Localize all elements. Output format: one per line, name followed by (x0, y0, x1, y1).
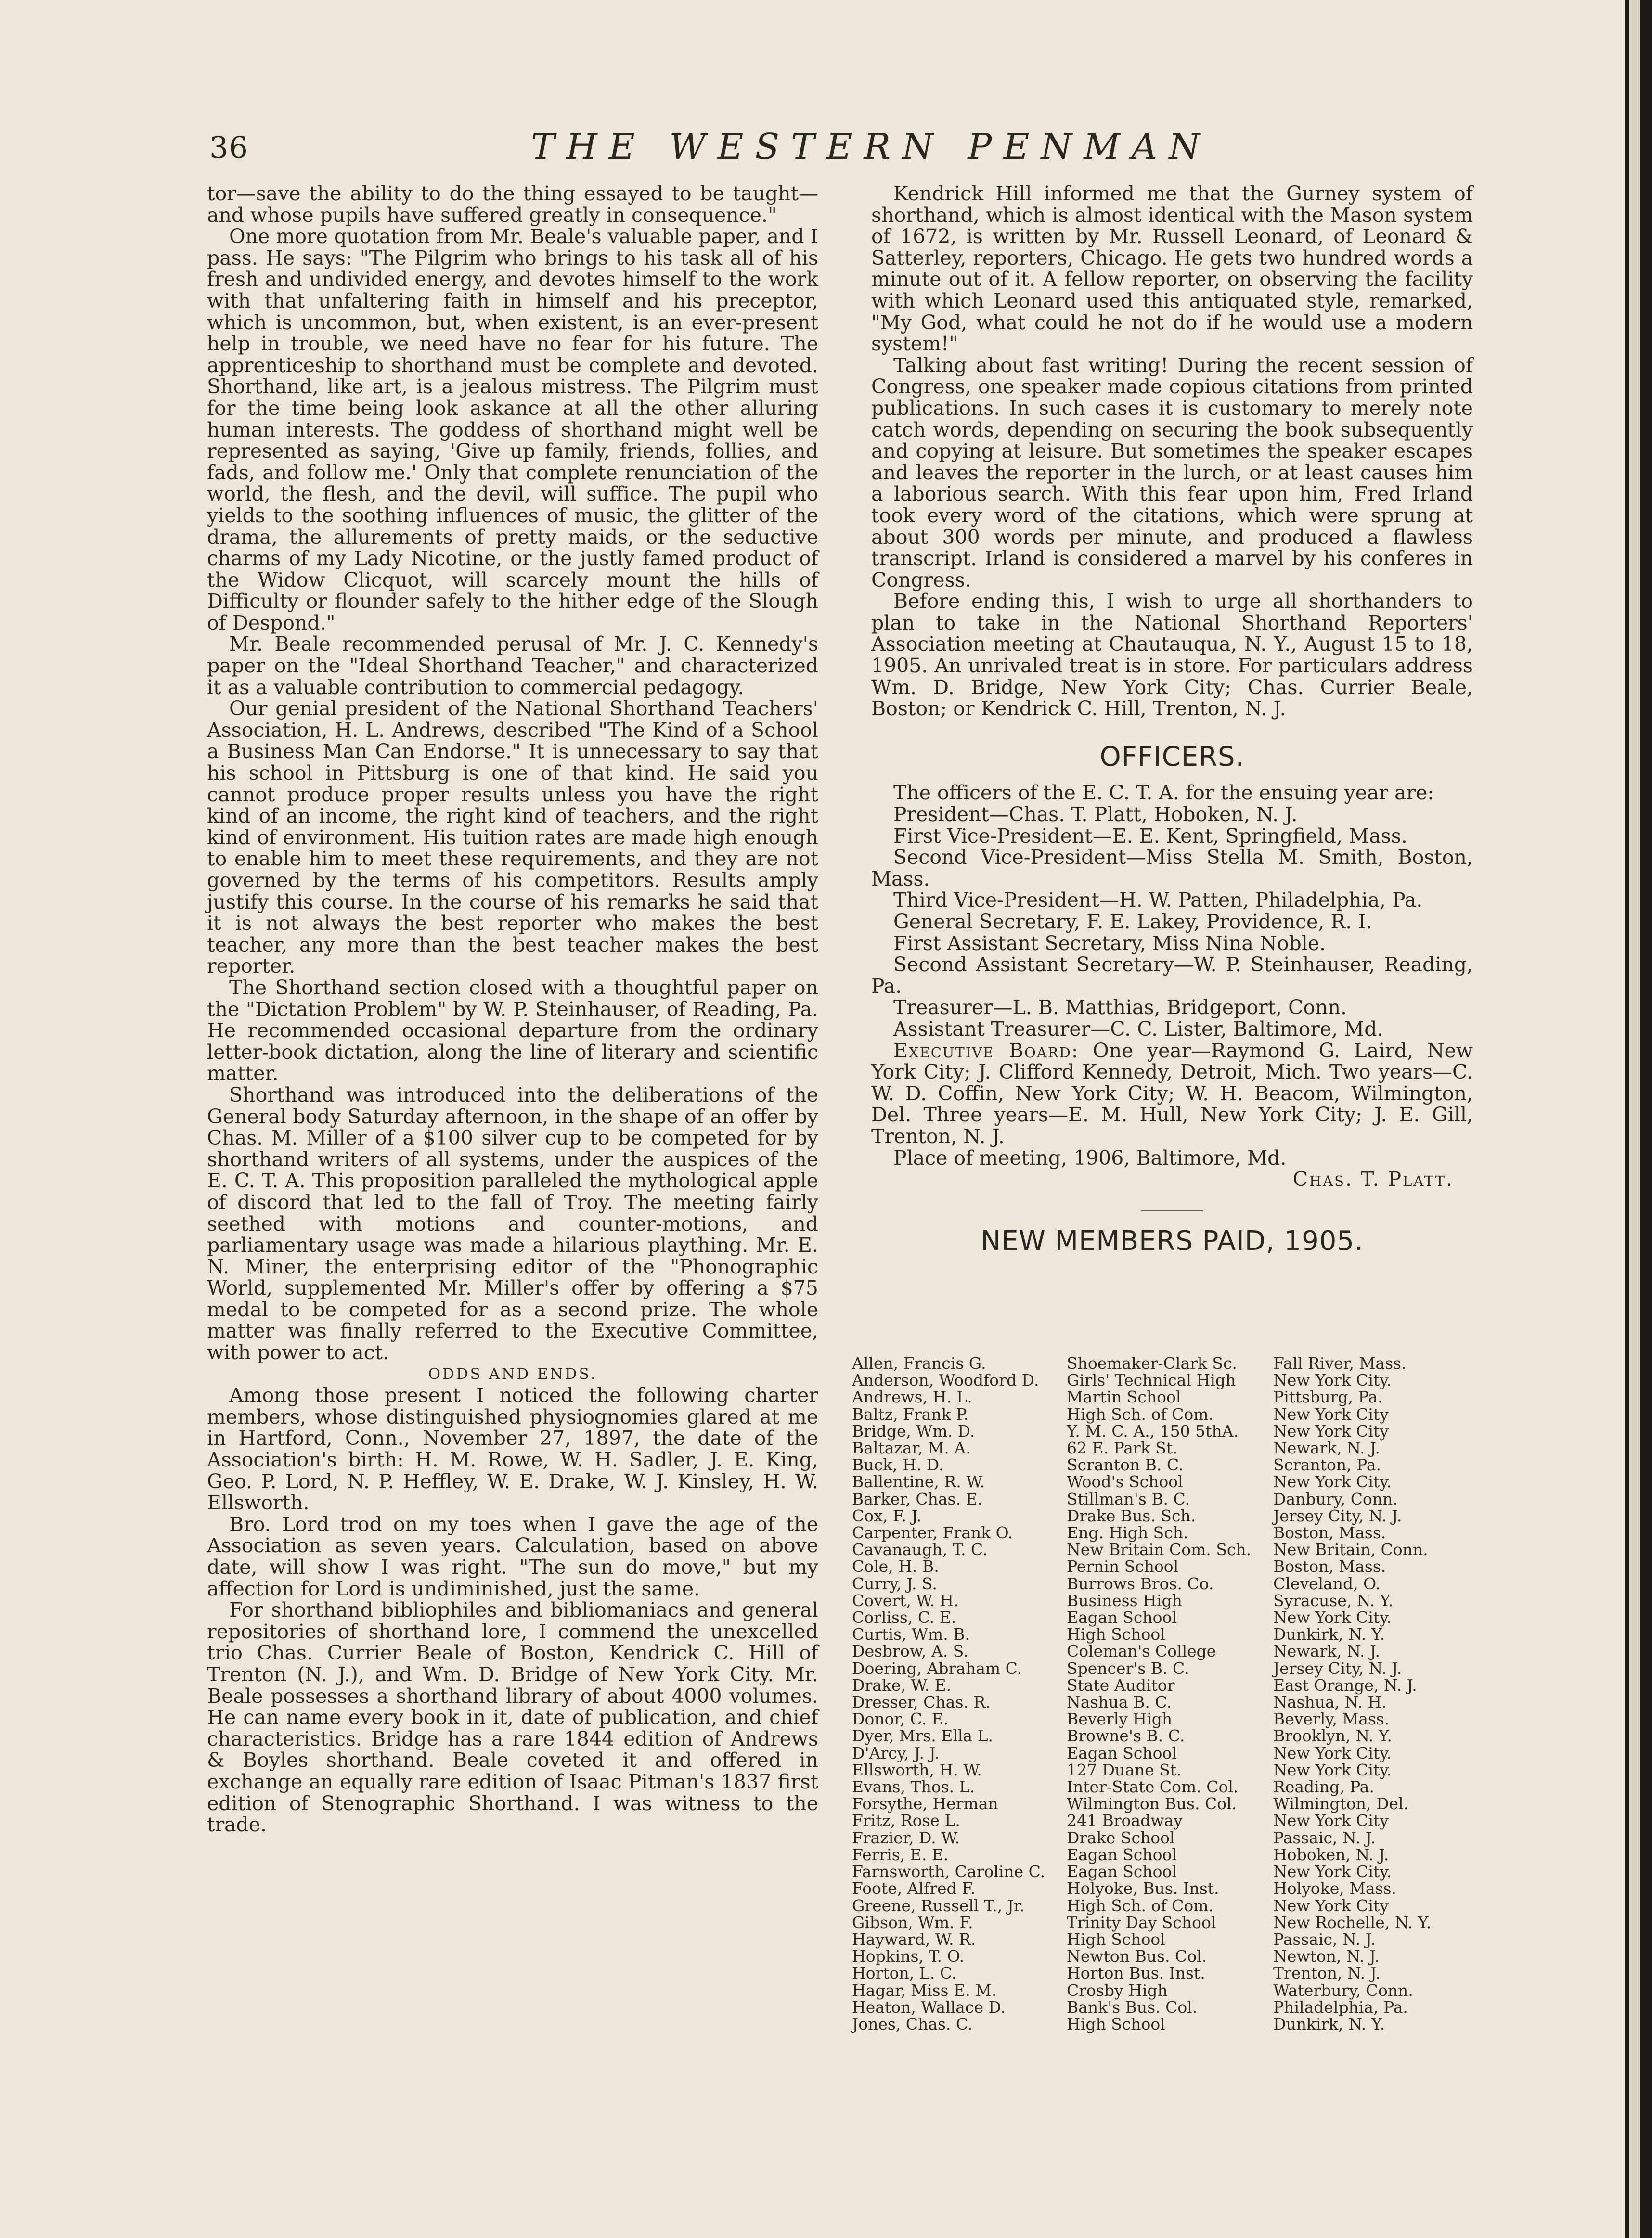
member-school: 62 E. Park St. (1067, 1439, 1178, 1458)
paragraph: For shorthand bibliophiles and bibliomaniacs and general repositories of shorthand lore, I commend the unexcelled trio Chas. Currier Beale of Boston, Kendrick C. Hill of Trenton (N. J.), and Wm. D. Bridge of New York City. Mr. Beale possesses a shorthand library of about 4000 volumes. He can name every book in it, date of publication, and chief characteristics. Bridge has a rare 1844 edition of Andrews & Boyles shorthand. Beale coveted it and offered in exchange an equally rare edition of Isaac Pitman's 1837 first edition of Stenographic Shorthand. I was witness to the trade. (207, 1598, 818, 1837)
member-name: Allen, Francis G. (852, 1354, 986, 1373)
member-name: Horton, L. C. (852, 1964, 957, 1983)
member-place: Newton, N. J. (1273, 1947, 1380, 1966)
page-edge (1625, 0, 1652, 2238)
member-school: Drake School (1067, 1828, 1175, 1847)
executive-board-label: Executive Board: (893, 1039, 1079, 1062)
member-place: East Orange, N. J. (1273, 1675, 1417, 1695)
divider (1141, 1210, 1203, 1211)
member-place: Jersey City, N. J. (1273, 1506, 1402, 1525)
member-school: Drake Bus. Sch. (1067, 1506, 1196, 1525)
member-name: Ellsworth, H. W. (852, 1760, 982, 1779)
member-place: Danbury, Conn. (1273, 1489, 1398, 1508)
member-place: New York City. (1273, 1371, 1392, 1390)
member-name: Bridge, Wm. D. (852, 1421, 975, 1441)
officer-entry: General Secretary, F. E. Lakey, Providence, R. I. (893, 910, 1372, 933)
member-place: Reading, Pa. (1273, 1777, 1374, 1797)
member-place: Newark, N. J. (1273, 1439, 1380, 1458)
member-place: Scranton, Pa. (1273, 1455, 1381, 1475)
page-number: 36 (209, 130, 248, 165)
member-name: D'Arcy, J. J. (852, 1743, 940, 1762)
member-place: Philadelphia, Pa. (1273, 1997, 1408, 2017)
member-places-column (1273, 1355, 1432, 2032)
member-name: Dyer, Mrs. Ella L. (852, 1726, 994, 1746)
member-school: State Auditor (1067, 1675, 1175, 1695)
member-name: Covert, W. H. (852, 1591, 959, 1610)
member-name: Doering, Abraham C. (852, 1659, 1022, 1678)
member-place: Waterbury, Conn. (1273, 1981, 1413, 2000)
member-place: New York City (1273, 1404, 1389, 1424)
member-place: New York City. (1273, 1608, 1392, 1627)
member-name: Hayward, W. R. (852, 1929, 976, 1949)
officers-intro: The officers of the E. C. T. A. for the ensuing year are: (893, 781, 1434, 805)
member-name: Curry, J. S. (852, 1574, 937, 1593)
member-place: Hoboken, N. J. (1273, 1845, 1389, 1864)
member-place: New York City. (1273, 1760, 1392, 1779)
member-place: New York City. (1273, 1472, 1392, 1492)
member-place: New Rochelle, N. Y. (1273, 1913, 1432, 1932)
member-school: Eng. High Sch. (1067, 1523, 1188, 1543)
officer-entry: Second Assistant Secretary—W. P. Steinhauser, Reading, Pa. (871, 953, 1473, 998)
member-place: Dunkirk, N. Y. (1273, 1625, 1385, 1644)
member-name: Frazier, D. W. (852, 1828, 960, 1847)
member-name: Curtis, Wm. B. (852, 1625, 970, 1644)
paragraph: One more quotation from Mr. Beale's valuable paper, and I pass. He says: "The Pilgrim who brings to his task all of his fresh and undivided energy, and devotes himself to the work with that unfaltering faith in himself and his preceptor, which is uncommon, but, when existent, is an ever-present help in trouble, we need have no fear for his future. The apprenticeship to shorthand must be complete and devoted. Shorthand, like art, is a jealous mistress. The Pilgrim must for the time being look askance at all the other alluring human interests. The goddess of shorthand might well be represented as saying, 'Give up family, friends, follies, and fads, and follow me.' Only that complete renunciation of the world, the flesh, and the devil, will suffice. The pupil who yields to the soothing influences of music, the glitter of the drama, the allurements of pretty maids, or the seductive charms of my Lady Nicotine, or the justly famed product of the Widow Clicquot, will scarcely mount the hills of Difficulty or flounder safely to the hither edge of the Slough of Despond." (207, 225, 818, 634)
member-place: New York City. (1273, 1862, 1392, 1881)
member-place: New York City (1273, 1811, 1389, 1830)
member-name: Forsythe, Herman (852, 1794, 998, 1814)
member-school: 241 Broadway (1067, 1811, 1183, 1830)
member-school: Eagan School (1067, 1862, 1177, 1881)
member-name: Cavanaugh, T. C. (852, 1540, 988, 1559)
member-place: New York City. (1273, 1743, 1392, 1762)
executive-board-entry (871, 1040, 1473, 1147)
member-name: Heaton, Wallace D. (852, 1997, 1006, 2017)
member-school: High Sch. of Com. (1067, 1404, 1213, 1424)
paragraph: The Shorthand section closed with a thoughtful paper on the "Dictation Problem" by W. P. Steinhauser, of Reading, Pa. He recommended occasional departure from the ordinary letter-book dictation, along the line of literary and scientific matter. (207, 976, 818, 1085)
member-name: Foote, Alfred F. (852, 1879, 976, 1898)
new-members-heading: NEW MEMBERS PAID, 1905. (981, 1225, 1364, 1257)
member-name: Ballentine, R. W. (852, 1472, 985, 1492)
member-place: Fall River, Mass. (1273, 1354, 1407, 1373)
paragraph: Kendrick Hill informed me that the Gurney system of shorthand, which is almost identical with the Mason system of 1672, is written by Mr. Russell Leonard, of Leonard & Satterley, reporters, Chicago. He gets two hundred words a minute out of it. A fellow reporter, on observing the facility with which Leonard used this antiquated style, remarked, "My God, what could he not do if he would use a modern system!" (871, 182, 1473, 356)
paragraph: Before ending this, I wish to urge all shorthanders to plan to take in the National Shorthand Reporters' Association meeting at Chautauqua, N. Y., August 15 to 18, 1905. An unrivaled treat is in store. For particulars address Wm. D. Bridge, New York City; Chas. Currier Beale, Boston; or Kendrick C. Hill, Trenton, N. J. (871, 590, 1473, 720)
member-name: Barker, Chas. E. (852, 1489, 983, 1508)
member-school: Burrows Bros. Co. (1067, 1574, 1214, 1593)
officer-entry: Third Vice-President—H. W. Patten, Philadelphia, Pa. (893, 888, 1423, 912)
member-place: Cleveland, O. (1273, 1574, 1381, 1593)
signature: Chas. T. Platt. (1292, 1168, 1454, 1191)
member-school: Y. M. C. A., 150 5thA. (1067, 1421, 1239, 1441)
member-place: Syracuse, N. Y. (1273, 1591, 1394, 1610)
member-school: Pernin School (1067, 1557, 1179, 1576)
page-header (209, 126, 1480, 184)
member-school: Beverly High (1067, 1710, 1173, 1729)
member-name: Drake, W. E. (852, 1675, 952, 1695)
member-place: Holyoke, Mass. (1273, 1879, 1397, 1898)
member-school: High School (1067, 1625, 1165, 1644)
left-column (207, 183, 818, 1836)
member-place: New Britain, Conn. (1273, 1540, 1428, 1559)
member-place: Beverly, Mass. (1273, 1710, 1390, 1729)
member-place: Passaic, N. J. (1273, 1828, 1376, 1847)
member-name: Hagar, Miss E. M. (852, 1981, 997, 2000)
member-name: Baltazar, M. A. (852, 1439, 971, 1458)
member-school: Wilmington Bus. Col. (1067, 1794, 1237, 1814)
member-name: Cole, H. B. (852, 1557, 939, 1576)
member-school: Spencer's B. C. (1067, 1659, 1189, 1678)
member-name: Farnsworth, Caroline C. (852, 1862, 1045, 1881)
officer-entry: First Vice-President—E. E. Kent, Springfield, Mass. (893, 824, 1407, 848)
paragraph: tor—save the ability to do the thing essayed to be taught—and whose pupils have suffered greatly in consequence." (207, 182, 818, 227)
officer-entry: President—Chas. T. Platt, Hoboken, N. J. (893, 803, 1298, 826)
member-school: Girls' Technical High (1067, 1371, 1236, 1390)
member-place: Brooklyn, N. Y. (1273, 1726, 1392, 1746)
member-school: High School (1067, 2014, 1165, 2033)
officers-heading: OFFICERS. (1099, 741, 1245, 772)
member-name: Dresser, Chas. R. (852, 1693, 991, 1712)
officer-entry: Treasurer—L. B. Matthias, Bridgeport, Conn. (893, 996, 1347, 1019)
member-school: 127 Duane St. (1067, 1760, 1182, 1779)
member-school: Shoemaker-Clark Sc. (1067, 1354, 1237, 1373)
member-name: Buck, H. D. (852, 1455, 944, 1475)
paragraph: Talking about fast writing! During the recent session of Congress, one speaker made copious citations from printed publications. In such cases it is customary to merely note catch words, depending on securing the book subsequently and copying at leisure. But sometimes the speaker escapes and leaves the reporter in the lurch, or at least causes him a laborious search. With this fear upon him, Fred Irland took every word of the citations, which were sprung at about 300 words per minute, and produced a flawless transcript. Irland is considered a marvel by his conferes in Congress. (871, 353, 1473, 592)
member-place: New York City (1273, 1896, 1389, 1915)
member-school: Bank's Bus. Col. (1067, 1997, 1198, 2017)
member-names-column (852, 1355, 1045, 2032)
member-school: Eagan School (1067, 1743, 1177, 1762)
member-school: Business High (1067, 1591, 1182, 1610)
member-schools-column (1067, 1355, 1251, 2032)
member-name: Jones, Chas. C. (852, 2014, 973, 2033)
member-name: Ferris, E. E. (852, 1845, 949, 1864)
member-name: Gibson, Wm. F. (852, 1913, 973, 1932)
member-school: Horton Bus. Inst. (1067, 1964, 1205, 1983)
right-column (871, 183, 1473, 1266)
member-place: Pittsburg, Pa. (1273, 1388, 1383, 1407)
executive-board-text: One year—Raymond G. Laird, New York City; J. Clifford Kennedy, Detroit, Mich. Two years—C. W. D. Coffin, New York City; W. H. Beacom, Wilmington, Del. Three years—E. M. Hull, New York City; J. E. Gill, Trenton, N. J. (871, 1039, 1473, 1148)
member-school: Stillman's B. C. (1067, 1489, 1190, 1508)
member-school: Eagan School (1067, 1845, 1177, 1864)
officer-entry: Assistant Treasurer—C. C. Lister, Baltimore, Md. (893, 1017, 1383, 1041)
running-title: THE WESTERN PENMAN (530, 126, 1212, 167)
member-school: Martin School (1067, 1388, 1181, 1407)
officer-entry: First Assistant Secretary, Miss Nina Noble. (893, 931, 1326, 955)
member-school: Coleman's College (1067, 1642, 1216, 1661)
member-place: Jersey City, N. J. (1273, 1659, 1402, 1678)
member-school: Nashua B. C. (1067, 1693, 1172, 1712)
member-name: Desbrow, A. S. (852, 1642, 968, 1661)
member-school: Eagan School (1067, 1608, 1177, 1627)
member-school: Scranton B. C. (1067, 1455, 1184, 1475)
member-name: Cox, F. J. (852, 1506, 922, 1525)
paragraph: Bro. Lord trod on my toes when I gave the age of the Association as seven years. Calculation, based on above date, will show I was right. "The sun do move," but my affection for Lord is undiminished, just the same. (207, 1512, 818, 1600)
member-place: Wilmington, Del. (1273, 1794, 1409, 1814)
member-name: Baltz, Frank P. (852, 1404, 969, 1424)
member-school: Trinity Day School (1067, 1913, 1216, 1932)
member-name: Donor, C. E. (852, 1710, 949, 1729)
officer-entry: Place of meeting, 1906, Baltimore, Md. (893, 1146, 1287, 1170)
member-place: New York City (1273, 1421, 1389, 1441)
member-place: Newark, N. J. (1273, 1642, 1380, 1661)
member-school: Holyoke, Bus. Inst. (1067, 1879, 1219, 1898)
member-name: Fritz, Rose L. (852, 1811, 960, 1830)
member-name: Carpenter, Frank O. (852, 1523, 1013, 1543)
odds-and-ends-heading: ODDS AND ENDS. (428, 1365, 597, 1383)
member-school: High Sch. of Com. (1067, 1896, 1213, 1915)
adjacent-page-edge (1629, 0, 1640, 2238)
paragraph: Among those present I noticed the following charter members, whose distinguished physiognomies glared at me in Hartford, Conn., November 27, 1897, the date of the Association's birth: H. M. Rowe, W. H. Sadler, J. E. King, Geo. P. Lord, N. P. Heffley, W. E. Drake, W. J. Kinsley, H. W. Ellsworth. (207, 1384, 818, 1515)
member-place: Nashua, N. H. (1273, 1693, 1387, 1712)
paragraph: Our genial president of the National Shorthand Teachers' Association, H. L. Andrews, described "The Kind of a School a Business Man Can Endorse." It is unnecessary to say that his school in Pittsburg is one of that kind. He said you cannot produce proper results unless you have the right kind of an income, the right kind of teachers, and the right kind of environment. His tuition rates are made high enough to enable him to meet these requirements, and they are not governed by the terms of his competitors. Results amply justify this course. In the course of his remarks he said that it is not always the best reporter who makes the best teacher, any more than the best teacher makes the best reporter. (207, 697, 818, 978)
member-school: New Britain Com. Sch. (1067, 1540, 1252, 1559)
paragraph: Shorthand was introduced into the deliberations of the General body Saturday afternoon, in the shape of an offer by Chas. M. Miller of a $100 silver cup to be competed for by shorthand writers of all systems, under the auspices of the E. C. T. A. This proposition paralleled the mythological apple of discord that led to the fall of Troy. The meeting fairly seethed with motions and counter-motions, and parliamentary usage was made a hilarious plaything. Mr. E. N. Miner, the enterprising editor of the "Phonographic World, supplemented Mr. Miller's offer by offering a $75 medal to be competed for as a second prize. The whole matter was finally referred to the Executive Committee, with power to act. (207, 1083, 818, 1364)
member-name: Andrews, H. L. (852, 1388, 972, 1407)
member-name: Hopkins, T. O. (852, 1947, 965, 1966)
member-place: Trenton, N. J. (1273, 1964, 1381, 1983)
member-name: Corliss, C. E. (852, 1608, 956, 1627)
member-name: Anderson, Woodford D. (852, 1371, 1039, 1390)
member-name: Evans, Thos. L. (852, 1777, 975, 1797)
officer-entry: Second Vice-President—Miss Stella M. Smith, Boston, Mass. (871, 846, 1473, 890)
member-place: Passaic, N. J. (1273, 1929, 1376, 1949)
member-place: Dunkirk, N. Y. (1273, 2014, 1385, 2033)
member-school: Browne's B. C. (1067, 1726, 1185, 1746)
paragraph: Mr. Beale recommended perusal of Mr. J. C. Kennedy's paper on the "Ideal Shorthand Teacher," and characterized it as a valuable contribution to commercial pedagogy. (207, 632, 818, 699)
member-school: Inter-State Com. Col. (1067, 1777, 1239, 1797)
member-place: Boston, Mass. (1273, 1523, 1386, 1543)
member-school: Wood's School (1067, 1472, 1183, 1492)
member-name: Greene, Russell T., Jr. (852, 1896, 1025, 1915)
member-school: Newton Bus. Col. (1067, 1947, 1207, 1966)
member-school: High School (1067, 1929, 1165, 1949)
member-place: Boston, Mass. (1273, 1557, 1386, 1576)
member-school: Crosby High (1067, 1981, 1168, 2000)
